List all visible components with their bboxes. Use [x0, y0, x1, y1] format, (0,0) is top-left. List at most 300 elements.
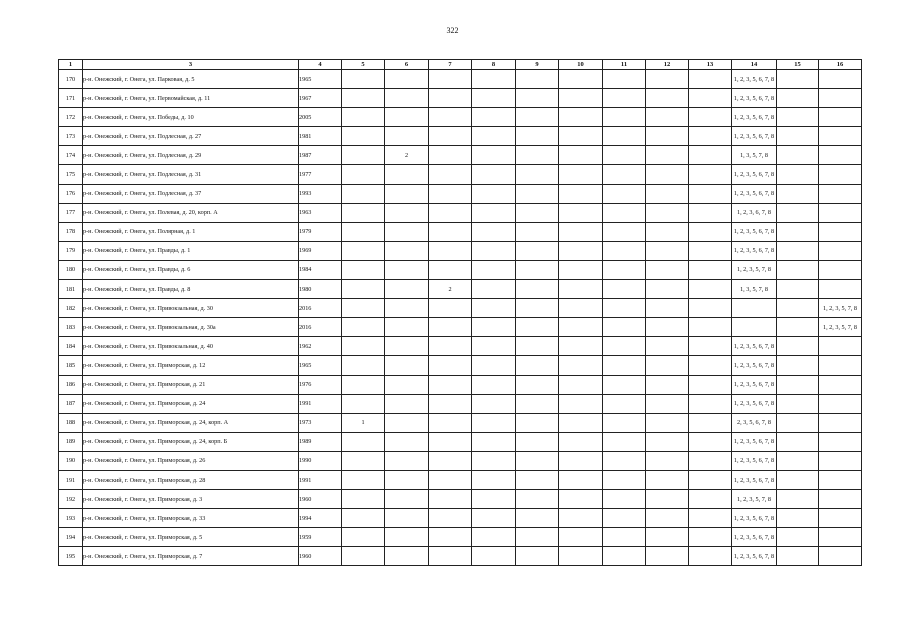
col8-cell — [472, 451, 516, 470]
col5-cell — [342, 280, 385, 299]
col12-cell — [646, 299, 689, 318]
col13-cell — [689, 165, 732, 184]
col12-cell — [646, 203, 689, 222]
year-cell: 1987 — [299, 146, 342, 165]
row-number-cell: 194 — [59, 528, 83, 547]
col16-cell — [819, 356, 862, 375]
col13-cell — [689, 89, 732, 108]
col14-cell: 1, 2, 3, 5, 6, 7, 8 — [732, 241, 777, 260]
col9-cell — [516, 260, 559, 279]
col7-cell — [429, 89, 472, 108]
col7-cell — [429, 394, 472, 413]
col9-cell — [516, 451, 559, 470]
table-header-row — [59, 60, 862, 70]
col14-cell: 1, 2, 3, 5, 6, 7, 8 — [732, 528, 777, 547]
col12-cell — [646, 260, 689, 279]
col16-cell — [819, 127, 862, 146]
year-cell: 2016 — [299, 299, 342, 318]
col7-cell — [429, 108, 472, 127]
col11-cell — [603, 280, 646, 299]
col12-cell — [646, 547, 689, 566]
col16-cell — [819, 165, 862, 184]
col15-cell — [777, 184, 819, 203]
col15-cell — [777, 241, 819, 260]
col7-cell — [429, 222, 472, 241]
col14-cell: 1, 2, 3, 5, 6, 7, 8 — [732, 375, 777, 394]
col7-cell — [429, 299, 472, 318]
col5-cell: 1 — [342, 413, 385, 432]
address-cell: р-н. Онежский, г. Онега, ул. Правды, д. 8 — [83, 280, 299, 299]
column-header: 7 — [429, 60, 472, 70]
col11-cell — [603, 490, 646, 509]
col15-cell — [777, 108, 819, 127]
col7-cell — [429, 260, 472, 279]
column-header: 10 — [559, 60, 603, 70]
col8-cell — [472, 70, 516, 89]
row-number-cell: 193 — [59, 509, 83, 528]
col6-cell — [385, 241, 429, 260]
col5-cell — [342, 184, 385, 203]
col16-cell — [819, 146, 862, 165]
table-row — [59, 451, 862, 470]
year-cell: 1993 — [299, 184, 342, 203]
row-number-cell: 191 — [59, 470, 83, 489]
address-cell: р-н. Онежский, г. Онега, ул. Подлесная, д. 31 — [83, 165, 299, 184]
year-cell: 1965 — [299, 356, 342, 375]
col16-cell — [819, 528, 862, 547]
address-cell: р-н. Онежский, г. Онега, ул. Приморская, д. 33 — [83, 509, 299, 528]
row-number-cell: 174 — [59, 146, 83, 165]
year-cell: 1963 — [299, 203, 342, 222]
col11-cell — [603, 108, 646, 127]
col14-cell — [732, 318, 777, 337]
address-cell: р-н. Онежский, г. Онега, ул. Правды, д. 1 — [83, 241, 299, 260]
address-cell: р-н. Онежский, г. Онега, ул. Приморская, д. 24, корп. А — [83, 413, 299, 432]
col10-cell — [559, 451, 603, 470]
table-row — [59, 547, 862, 566]
col9-cell — [516, 432, 559, 451]
col10-cell — [559, 222, 603, 241]
col9-cell — [516, 299, 559, 318]
row-number-cell: 188 — [59, 413, 83, 432]
col7-cell — [429, 356, 472, 375]
col12-cell — [646, 70, 689, 89]
col15-cell — [777, 509, 819, 528]
col6-cell — [385, 432, 429, 451]
col13-cell — [689, 203, 732, 222]
address-cell: р-н. Онежский, г. Онега, ул. Правды, д. 6 — [83, 260, 299, 279]
col13-cell — [689, 260, 732, 279]
col5-cell — [342, 318, 385, 337]
address-cell: р-н. Онежский, г. Онега, ул. Полярная, д. 1 — [83, 222, 299, 241]
col11-cell — [603, 203, 646, 222]
col12-cell — [646, 146, 689, 165]
col16-cell — [819, 89, 862, 108]
col10-cell — [559, 528, 603, 547]
col7-cell — [429, 490, 472, 509]
col11-cell — [603, 528, 646, 547]
address-cell: р-н. Онежский, г. Онега, ул. Привокзальная, д. 40 — [83, 337, 299, 356]
col8-cell — [472, 470, 516, 489]
col12-cell — [646, 108, 689, 127]
col10-cell — [559, 413, 603, 432]
col14-cell: 1, 2, 3, 5, 6, 7, 8 — [732, 432, 777, 451]
column-header: 14 — [732, 60, 777, 70]
col12-cell — [646, 394, 689, 413]
col12-cell — [646, 375, 689, 394]
col7-cell — [429, 127, 472, 146]
col5-cell — [342, 528, 385, 547]
col11-cell — [603, 70, 646, 89]
col7-cell — [429, 184, 472, 203]
year-cell: 1973 — [299, 413, 342, 432]
col10-cell — [559, 280, 603, 299]
col14-cell: 1, 2, 3, 5, 6, 7, 8 — [732, 394, 777, 413]
col10-cell — [559, 260, 603, 279]
col13-cell — [689, 528, 732, 547]
col16-cell — [819, 260, 862, 279]
col14-cell: 1, 2, 3, 5, 6, 7, 8 — [732, 356, 777, 375]
col13-cell — [689, 470, 732, 489]
address-cell: р-н. Онежский, г. Онега, ул. Привокзальная, д. 30 — [83, 299, 299, 318]
col6-cell — [385, 165, 429, 184]
col6-cell — [385, 108, 429, 127]
col9-cell — [516, 337, 559, 356]
row-number-cell: 183 — [59, 318, 83, 337]
col12-cell — [646, 337, 689, 356]
address-cell: р-н. Онежский, г. Онега, ул. Приморская, д. 28 — [83, 470, 299, 489]
col13-cell — [689, 356, 732, 375]
row-number-cell: 170 — [59, 70, 83, 89]
table-row — [59, 413, 862, 432]
year-cell: 1989 — [299, 432, 342, 451]
col13-cell — [689, 108, 732, 127]
col7-cell — [429, 70, 472, 89]
table-row — [59, 394, 862, 413]
col16-cell — [819, 509, 862, 528]
col8-cell — [472, 413, 516, 432]
col6-cell — [385, 356, 429, 375]
col6-cell — [385, 547, 429, 566]
col6-cell — [385, 127, 429, 146]
col5-cell — [342, 356, 385, 375]
col7-cell — [429, 203, 472, 222]
col12-cell — [646, 222, 689, 241]
col15-cell — [777, 280, 819, 299]
col6-cell — [385, 203, 429, 222]
col13-cell — [689, 318, 732, 337]
col12-cell — [646, 413, 689, 432]
row-number-cell: 184 — [59, 337, 83, 356]
row-number-cell: 186 — [59, 375, 83, 394]
col15-cell — [777, 203, 819, 222]
row-number-cell: 176 — [59, 184, 83, 203]
col13-cell — [689, 375, 732, 394]
col9-cell — [516, 146, 559, 165]
address-cell: р-н. Онежский, г. Онега, ул. Приморская, д. 24, корп. Б — [83, 432, 299, 451]
col11-cell — [603, 299, 646, 318]
year-cell: 1991 — [299, 394, 342, 413]
col6-cell — [385, 222, 429, 241]
col10-cell — [559, 470, 603, 489]
col9-cell — [516, 318, 559, 337]
col6-cell — [385, 375, 429, 394]
table-row — [59, 108, 862, 127]
col12-cell — [646, 127, 689, 146]
col10-cell — [559, 70, 603, 89]
col8-cell — [472, 394, 516, 413]
col12-cell — [646, 356, 689, 375]
col8-cell — [472, 146, 516, 165]
buildings-table — [58, 59, 862, 566]
col16-cell — [819, 394, 862, 413]
year-cell: 1976 — [299, 375, 342, 394]
col11-cell — [603, 509, 646, 528]
col12-cell — [646, 432, 689, 451]
col9-cell — [516, 241, 559, 260]
col8-cell — [472, 337, 516, 356]
col16-cell — [819, 413, 862, 432]
table-body — [59, 70, 862, 566]
col10-cell — [559, 184, 603, 203]
col15-cell — [777, 127, 819, 146]
col5-cell — [342, 241, 385, 260]
col7-cell — [429, 528, 472, 547]
table-row — [59, 165, 862, 184]
col8-cell — [472, 241, 516, 260]
table-row — [59, 260, 862, 279]
col13-cell — [689, 490, 732, 509]
row-number-cell: 178 — [59, 222, 83, 241]
col5-cell — [342, 547, 385, 566]
col13-cell — [689, 432, 732, 451]
column-header: 1 — [59, 60, 83, 70]
col13-cell — [689, 280, 732, 299]
table-row — [59, 146, 862, 165]
row-number-cell: 179 — [59, 241, 83, 260]
year-cell: 1960 — [299, 547, 342, 566]
col15-cell — [777, 260, 819, 279]
col13-cell — [689, 451, 732, 470]
table-row — [59, 184, 862, 203]
year-cell: 1960 — [299, 490, 342, 509]
address-cell: р-н. Онежский, г. Онега, ул. Приморская, д. 3 — [83, 490, 299, 509]
col10-cell — [559, 490, 603, 509]
col9-cell — [516, 375, 559, 394]
col5-cell — [342, 222, 385, 241]
col14-cell: 1, 2, 3, 5, 6, 7, 8 — [732, 509, 777, 528]
col15-cell — [777, 490, 819, 509]
column-header: 16 — [819, 60, 862, 70]
col13-cell — [689, 337, 732, 356]
col9-cell — [516, 184, 559, 203]
col14-cell: 1, 2, 3, 6, 7, 8 — [732, 203, 777, 222]
col16-cell — [819, 222, 862, 241]
col12-cell — [646, 184, 689, 203]
year-cell: 1990 — [299, 451, 342, 470]
col6-cell — [385, 528, 429, 547]
col15-cell — [777, 432, 819, 451]
address-cell: р-н. Онежский, г. Онега, ул. Приморская, д. 5 — [83, 528, 299, 547]
col8-cell — [472, 184, 516, 203]
col6-cell: 2 — [385, 146, 429, 165]
col14-cell: 2, 3, 5, 6, 7, 8 — [732, 413, 777, 432]
col12-cell — [646, 451, 689, 470]
col16-cell — [819, 470, 862, 489]
col8-cell — [472, 432, 516, 451]
col9-cell — [516, 127, 559, 146]
col7-cell — [429, 318, 472, 337]
col8-cell — [472, 127, 516, 146]
table-row — [59, 318, 862, 337]
col9-cell — [516, 89, 559, 108]
col16-cell — [819, 184, 862, 203]
address-cell: р-н. Онежский, г. Онега, ул. Подлесная, д. 29 — [83, 146, 299, 165]
col16-cell — [819, 490, 862, 509]
col9-cell — [516, 490, 559, 509]
col5-cell — [342, 490, 385, 509]
address-cell: р-н. Онежский, г. Онега, ул. Приморская, д. 12 — [83, 356, 299, 375]
col12-cell — [646, 165, 689, 184]
table-row — [59, 432, 862, 451]
col5-cell — [342, 70, 385, 89]
address-cell: р-н. Онежский, г. Онега, ул. Приморская, д. 7 — [83, 547, 299, 566]
col8-cell — [472, 108, 516, 127]
table-row — [59, 470, 862, 489]
col10-cell — [559, 509, 603, 528]
col6-cell — [385, 89, 429, 108]
year-cell: 1967 — [299, 89, 342, 108]
col15-cell — [777, 394, 819, 413]
col8-cell — [472, 280, 516, 299]
col9-cell — [516, 222, 559, 241]
year-cell: 1977 — [299, 165, 342, 184]
page-number: 322 — [446, 26, 459, 35]
col16-cell — [819, 451, 862, 470]
col8-cell — [472, 547, 516, 566]
col16-cell — [819, 241, 862, 260]
col13-cell — [689, 184, 732, 203]
col10-cell — [559, 394, 603, 413]
col7-cell — [429, 432, 472, 451]
col11-cell — [603, 451, 646, 470]
col6-cell — [385, 70, 429, 89]
col14-cell — [732, 299, 777, 318]
col9-cell — [516, 165, 559, 184]
col10-cell — [559, 127, 603, 146]
col12-cell — [646, 509, 689, 528]
col5-cell — [342, 146, 385, 165]
row-number-cell: 173 — [59, 127, 83, 146]
col15-cell — [777, 165, 819, 184]
table-row — [59, 241, 862, 260]
col16-cell: 1, 2, 3, 5, 7, 8 — [819, 318, 862, 337]
row-number-cell: 192 — [59, 490, 83, 509]
col12-cell — [646, 318, 689, 337]
col5-cell — [342, 394, 385, 413]
col15-cell — [777, 337, 819, 356]
col11-cell — [603, 413, 646, 432]
col9-cell — [516, 203, 559, 222]
col6-cell — [385, 318, 429, 337]
col7-cell: 2 — [429, 280, 472, 299]
col15-cell — [777, 356, 819, 375]
row-number-cell: 171 — [59, 89, 83, 108]
year-cell: 1965 — [299, 70, 342, 89]
col10-cell — [559, 165, 603, 184]
col15-cell — [777, 413, 819, 432]
col16-cell — [819, 108, 862, 127]
address-cell: р-н. Онежский, г. Онега, ул. Парковая, д. 5 — [83, 70, 299, 89]
col12-cell — [646, 280, 689, 299]
col16-cell — [819, 203, 862, 222]
col6-cell — [385, 451, 429, 470]
row-number-cell: 180 — [59, 260, 83, 279]
col10-cell — [559, 547, 603, 566]
year-cell: 1959 — [299, 528, 342, 547]
col12-cell — [646, 528, 689, 547]
table-row — [59, 337, 862, 356]
col11-cell — [603, 356, 646, 375]
col15-cell — [777, 470, 819, 489]
year-cell: 2016 — [299, 318, 342, 337]
col16-cell — [819, 337, 862, 356]
column-header: 6 — [385, 60, 429, 70]
row-number-cell: 182 — [59, 299, 83, 318]
col11-cell — [603, 89, 646, 108]
col5-cell — [342, 375, 385, 394]
col13-cell — [689, 146, 732, 165]
address-cell: р-н. Онежский, г. Онега, ул. Первомайская, д. 11 — [83, 89, 299, 108]
col11-cell — [603, 260, 646, 279]
column-header: 15 — [777, 60, 819, 70]
table-row — [59, 375, 862, 394]
col7-cell — [429, 375, 472, 394]
column-header: 3 — [83, 60, 299, 70]
col9-cell — [516, 108, 559, 127]
address-cell: р-н. Онежский, г. Онега, ул. Приморская, д. 21 — [83, 375, 299, 394]
address-cell: р-н. Онежский, г. Онега, ул. Приморская, д. 26 — [83, 451, 299, 470]
col14-cell: 1, 2, 3, 5, 6, 7, 8 — [732, 70, 777, 89]
col14-cell: 1, 2, 3, 5, 6, 7, 8 — [732, 89, 777, 108]
col10-cell — [559, 375, 603, 394]
col14-cell: 1, 2, 3, 5, 7, 8 — [732, 260, 777, 279]
col6-cell — [385, 280, 429, 299]
col10-cell — [559, 337, 603, 356]
col6-cell — [385, 394, 429, 413]
col12-cell — [646, 490, 689, 509]
col7-cell — [429, 146, 472, 165]
col15-cell — [777, 299, 819, 318]
year-cell: 1991 — [299, 470, 342, 489]
col7-cell — [429, 470, 472, 489]
col10-cell — [559, 108, 603, 127]
col15-cell — [777, 89, 819, 108]
col13-cell — [689, 127, 732, 146]
col9-cell — [516, 509, 559, 528]
row-number-cell: 189 — [59, 432, 83, 451]
col11-cell — [603, 337, 646, 356]
col12-cell — [646, 89, 689, 108]
col12-cell — [646, 470, 689, 489]
col10-cell — [559, 146, 603, 165]
col14-cell: 1, 2, 3, 5, 6, 7, 8 — [732, 127, 777, 146]
col8-cell — [472, 203, 516, 222]
col5-cell — [342, 108, 385, 127]
column-header: 9 — [516, 60, 559, 70]
table-row — [59, 70, 862, 89]
col14-cell: 1, 3, 5, 7, 8 — [732, 146, 777, 165]
